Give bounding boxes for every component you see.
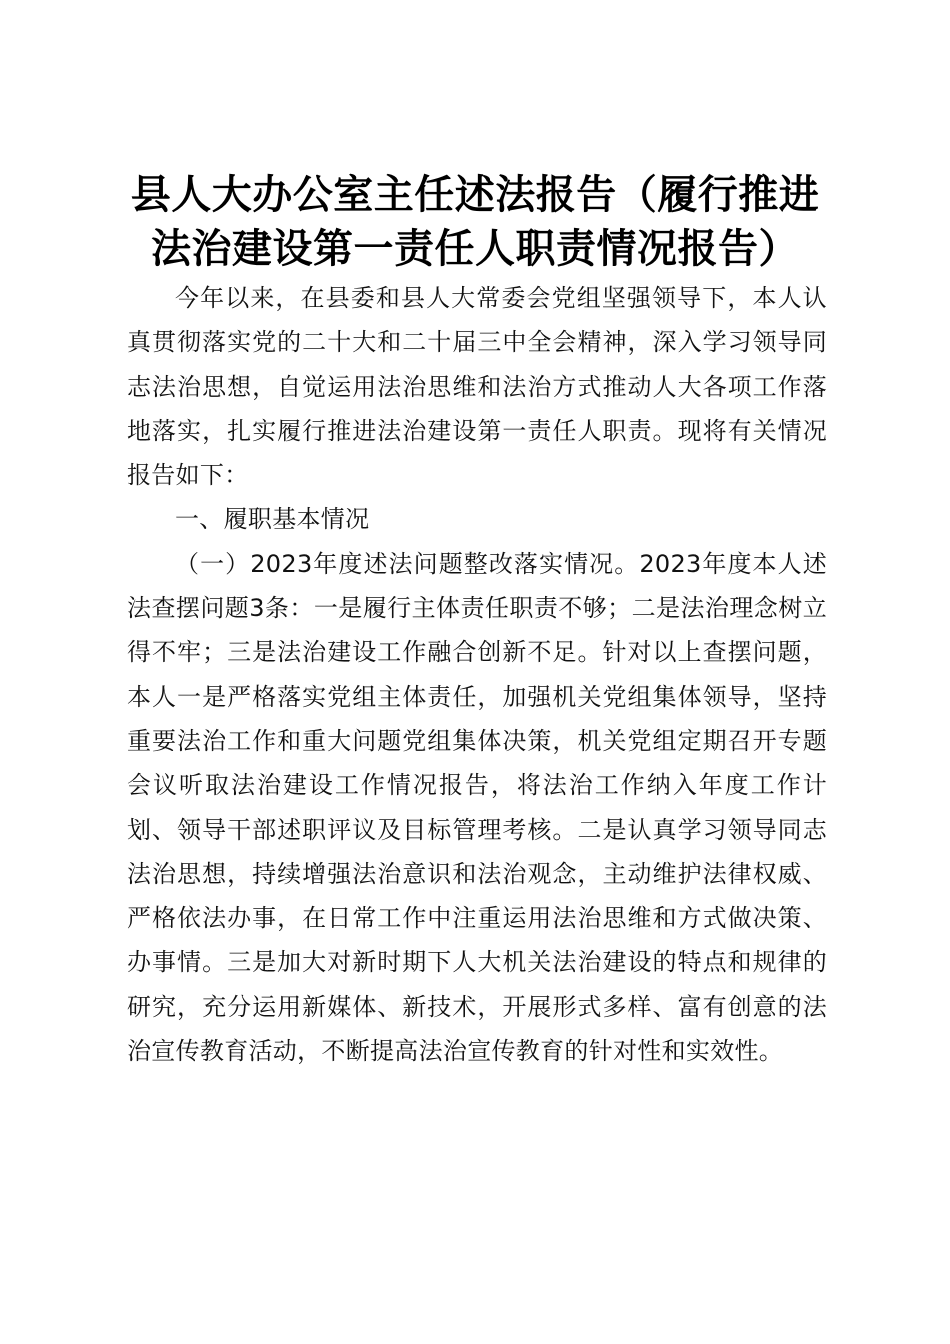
title-line-1: 县人大办公室主任述法报告（履行推进 [130,172,820,218]
section-paragraph: （一）2023年度述法问题整改落实情况。2023年度本人述法查摆问题3条：一是履行主体责任职责不够；二是法治理念树立得不牢；三是法治建设工作融合创新不足。针对以上查摆问题，本人一是严格落实党组主体责任，加强机关党组集体领导，坚持重要法治工作和重大问题党组集体决策，机关党组定期召开专题会议听取法治建设工作情况报告，将法治工作纳入年度工作计划、领导干部述职评议及目标管理考核。二是认真学习领导同志法治思想，持续增强法治意识和法治观念，主动维护法律权威、严格依法办事，在日常工作中注重运用法治思维和方式做决策、办事情。三是加大对新时期下人大机关法治建设的特点和规律的研究，充分运用新媒体、新技术，开展形式多样、富有创意的法治宣传教育活动，不断提高法治宣传教育的针对性和实效性。 [127,549,827,1066]
intro-paragraph: 今年以来，在县委和县人大常委会党组坚强领导下，本人认真贯彻落实党的二十大和二十届三中全会精神，深入学习领导同志法治思想，自觉运用法治思维和法治方式推动人大各项工作落地落实，扎实履行推进法治建设第一责任人职责。现将有关情况报告如下： [127,284,827,490]
document-title [100,168,850,276]
document-body [127,276,827,1073]
section-heading: 一、履职基本情况 [175,505,370,534]
title-line-2: 法治建设第一责任人职责情况报告） [151,226,799,272]
